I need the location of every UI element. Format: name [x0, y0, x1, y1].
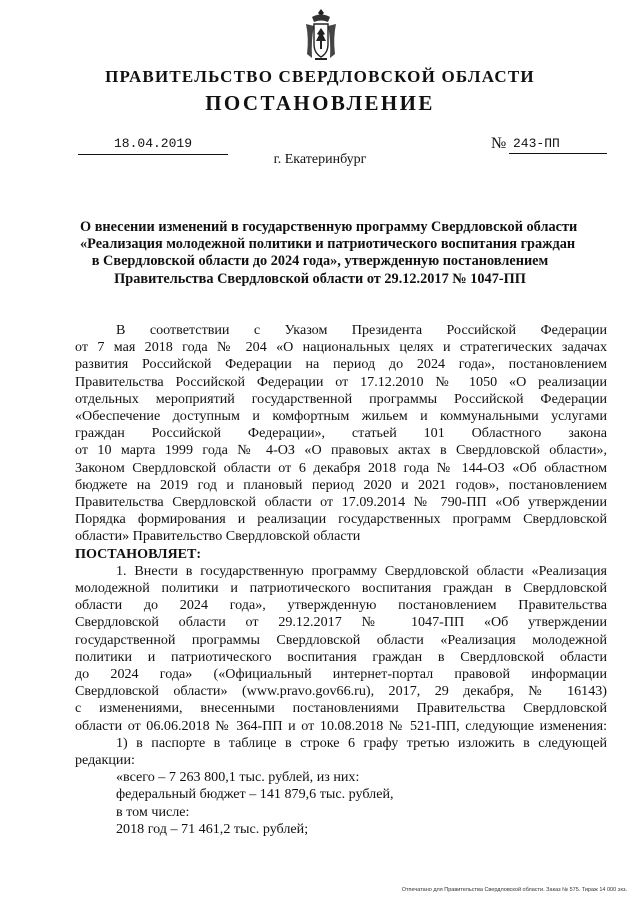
- title-line: в Свердловской области до 2024 года», утвержденную постановлением: [91, 253, 549, 270]
- preamble-line: Правительства Свердловской области от 17.09.2014 № 790-ПП «Об утверждении: [75, 494, 607, 511]
- item1-line: области до 2024 года», утвержденную постановлением Правительства: [75, 597, 607, 614]
- preamble-line: развития Российской Федерации на период до 2024 года», постановлением: [75, 356, 607, 373]
- preamble-line: «Обеспечение доступным и комфортным жильем и коммунальными услугами: [75, 408, 607, 425]
- item1-line: с изменениями, внесенными постановлениями Правительства Свердловской: [75, 700, 607, 717]
- city: г. Екатеринбург: [273, 152, 367, 167]
- quote-line: в том числе:: [116, 803, 190, 820]
- preamble-line: от 10 марта 1999 года № 4-ОЗ «О правовых актах в Свердловской области»,: [75, 442, 607, 459]
- item1-line: государственной программы Свердловской области «Реализация молодежной: [75, 631, 607, 648]
- document-number: 243-ПП: [509, 136, 607, 154]
- item1-line: политики и патриотического воспитания граждан в Свердловской области: [75, 648, 607, 665]
- item1-line: 1. Внести в государственную программу Свердловской области «Реализация: [116, 562, 607, 579]
- preamble-line: граждан Российской Федерации», статьей 101 Областного закона: [75, 425, 607, 442]
- preamble-line: Законом Свердловской области от 6 декабря 2018 года № 144-ОЗ «Об областном: [75, 459, 607, 476]
- print-footer-note: Отпечатано для Правительства Свердловской области. Заказ № 575. Тираж 14 000 экз.: [401, 887, 627, 893]
- organization-name: ПРАВИТЕЛЬСТВО СВЕРДЛОВСКОЙ ОБЛАСТИ: [105, 67, 535, 86]
- item1-line: Свердловской области от 29.12.2017 № 1047-ПП «Об утверждении: [75, 614, 607, 631]
- title-line: О внесении изменений в государственную программу Свердловской области: [80, 219, 578, 235]
- document-title: [80, 219, 578, 288]
- preamble-line: от 7 мая 2018 года № 204 «О национальных целях и стратегических задачах: [75, 339, 607, 356]
- preamble-line: отдельных мероприятий государственной программы Российской Федерации: [75, 390, 607, 407]
- number-label: №: [491, 135, 507, 152]
- title-line: Правительства Свердловской области от 29.12.2017 № 1047-ПП: [114, 270, 526, 287]
- resolves-heading: ПОСТАНОВЛЯЕТ:: [75, 545, 202, 562]
- quote-line: 2018 год – 71 461,2 тыс. рублей;: [116, 820, 309, 837]
- document-body: [75, 322, 607, 838]
- preamble-line: Порядка формирования и реализации государственных программ Свердловской: [75, 511, 607, 528]
- preamble-line: В соответствии с Указом Президента Российской Федерации: [116, 322, 607, 338]
- item1-line: редакции:: [75, 752, 135, 769]
- preamble-line: бюджете на 2019 год и плановый период 2020 и 2021 годов», постановлением: [75, 476, 607, 493]
- document-type: ПОСТАНОВЛЕНИЕ: [205, 91, 435, 115]
- quote-line: «всего – 7 263 800,1 тыс. рублей, из них:: [116, 769, 360, 786]
- item1-line: молодежной политики и патриотического воспитания граждан в Свердловской: [75, 580, 607, 597]
- preamble-line: области» Правительство Свердловской области: [75, 528, 361, 545]
- document-date: 18.04.2019: [78, 136, 228, 155]
- item1-line: Свердловской области» (www.pravo.gov66.ru), 2017, 29 декабря, № 16143): [75, 683, 607, 700]
- quote-line: федеральный бюджет – 141 879,6 тыс. рублей,: [116, 786, 394, 803]
- item1-line: области от 06.06.2018 № 364-ПП и от 10.08.2018 № 521-ПП, следующие изменения:: [75, 717, 607, 734]
- title-line: «Реализация молодежной политики и патриотического воспитания граждан: [80, 236, 576, 253]
- item1-line: 1) в паспорте в таблице в строке 6 графу третью изложить в следующей: [116, 734, 607, 751]
- preamble-line: Правительства Российской Федерации от 17.12.2010 № 1050 «О реализации: [75, 373, 607, 390]
- coat-of-arms-emblem-icon: [303, 8, 339, 62]
- item1-line: до 2024 года» («Официальный интернет-портал правовой информации: [75, 666, 607, 683]
